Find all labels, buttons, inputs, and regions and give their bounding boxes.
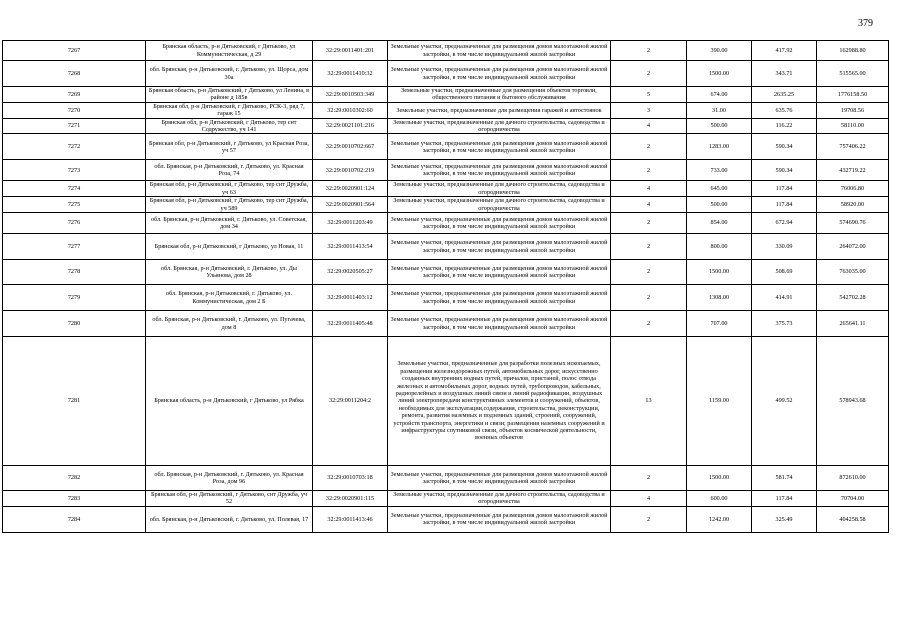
cell-permitted-use: Земельные участки, предназначенные для размещения домов малоэтажной жилой застройки, в том числе индивидуальной жилой застройки: [388, 41, 611, 61]
cell-row-number: 7272: [3, 134, 146, 160]
table-row: [3, 337, 889, 466]
cell-group: 2: [611, 160, 687, 181]
cell-permitted-use: Земельные участки, предназначенные для дачного строительства, садоводства и огородничества: [388, 197, 611, 213]
cell-specific-value: 581.74: [752, 466, 817, 491]
cell-cadastral-number: 32:29:0010302:60: [313, 102, 388, 118]
cell-cadastral-number: 32:29:0020901:124: [313, 181, 388, 197]
cell-area: 600.00: [687, 491, 752, 507]
cell-permitted-use: Земельные участки, предназначенные для размещения домов малоэтажной жилой застройки, в том числе индивидуальной жилой застройки: [388, 160, 611, 181]
table-row: [3, 134, 889, 160]
cell-specific-value: 117.84: [752, 197, 817, 213]
table-row: [3, 197, 889, 213]
cell-specific-value: 499.52: [752, 337, 817, 466]
cell-cadastral-value: 757406.22: [817, 134, 889, 160]
cell-group: 2: [611, 234, 687, 260]
cell-specific-value: 325.49: [752, 506, 817, 532]
cell-group: 4: [611, 181, 687, 197]
cell-address: Брянская область, р-н Дятьковский, г Дятьково, ул Коммунистическая, д 29: [146, 41, 313, 61]
cell-address: Брянская обл, р-н Дятьковский, г Дятьково, снт Дружба, уч 52: [146, 491, 313, 507]
cell-cadastral-value: 58920.00: [817, 197, 889, 213]
table-row: [3, 285, 889, 311]
cell-cadastral-number: 32:29:0020505:27: [313, 260, 388, 285]
cell-permitted-use: Земельные участки, предназначенные для дачного строительства, садоводства и огородничества: [388, 491, 611, 507]
cell-address: Брянская обл, р-н Дятьковский, г Дятьково, РСК-3, ряд 7, гараж 15: [146, 102, 313, 118]
cell-permitted-use: Земельные участки, предназначенные для размещения объектов торговли, общественного питания и бытового обслуживания: [388, 87, 611, 103]
cell-address: Брянская обл, р-н Дятьковский, г Дятьково, тер снт Содружество, уч 141: [146, 118, 313, 134]
table-body: [3, 41, 889, 533]
cell-cadastral-value: 542702.28: [817, 285, 889, 311]
cell-permitted-use: Земельные участки, предназначенные для размещения домов малоэтажной жилой застройки, в том числе индивидуальной жилой застройки: [388, 506, 611, 532]
cell-group: 4: [611, 118, 687, 134]
cell-cadastral-number: 32:29:0011401:201: [313, 41, 388, 61]
cell-area: 1500.00: [687, 61, 752, 87]
cell-cadastral-value: 76006.80: [817, 181, 889, 197]
cell-area: 800.00: [687, 234, 752, 260]
cell-cadastral-value: 264072.00: [817, 234, 889, 260]
cell-row-number: 7270: [3, 102, 146, 118]
cell-address: обл. Брянская, р-н Дятьковский, г. Дятьково, ул. Советская, дом 34: [146, 213, 313, 234]
cell-cadastral-number: 32:29:0010703:18: [313, 466, 388, 491]
cell-address: Брянская обл, р-н Дятьковский, г Дятьково, тер снт Дружба, уч 63: [146, 181, 313, 197]
cell-row-number: 7269: [3, 87, 146, 103]
cell-permitted-use: Земельные участки, предназначенные для разработки полезных ископаемых, размещения железнодорожных путей, автомобильных дорог, искусственно созданных внутренних водных путей, причалов, пристаней, полос отвода железных и автомобильных дорог, водных путей, трубопроводов, кабельных, радиорелейных и воздушных линий связи и линий радиофикации, воздушных линий электропередачи конструктивных элементов и сооружений, объектов, необходимых для эксплуатации,содержания, строительства, реконструкции, ремонта, развития наземных и подземных зданий, строений, сооружений, устройств транспорта, энергетики и связи; размещения наземных сооружений и инфраструктуры спутниковой связи, объектов космической деятельности, военных объектов: [388, 337, 611, 466]
cell-area: 500.00: [687, 118, 752, 134]
cell-row-number: 7274: [3, 181, 146, 197]
cell-group: 4: [611, 197, 687, 213]
table-row: [3, 181, 889, 197]
cell-cadastral-value: 432719.22: [817, 160, 889, 181]
cell-address: Брянская область, р-н Дятьковский, г Дятьково, ул Ленина, в районе д 185в: [146, 87, 313, 103]
cell-address: обл. Брянская, р-н Дятьковский, г. Дятьково, ул. Красная Роза, дом 96: [146, 466, 313, 491]
cell-cadastral-number: 32:29:0011204:2: [313, 337, 388, 466]
cell-row-number: 7278: [3, 260, 146, 285]
cell-group: 5: [611, 87, 687, 103]
table-row: [3, 213, 889, 234]
cell-area: 645.00: [687, 181, 752, 197]
table-row: [3, 41, 889, 61]
cell-row-number: 7273: [3, 160, 146, 181]
page-number: 379: [858, 18, 873, 29]
cell-cadastral-number: 32:29:0011413:54: [313, 234, 388, 260]
cell-area: 390.00: [687, 41, 752, 61]
cell-cadastral-value: 404258.58: [817, 506, 889, 532]
cell-address: Брянская область, р-н Дятьковский, г Дятьково, ул Рябка: [146, 337, 313, 466]
cell-cadastral-number: 32:29:0010702:667: [313, 134, 388, 160]
cell-group: 2: [611, 506, 687, 532]
cell-permitted-use: Земельные участки, предназначенные для размещения домов малоэтажной жилой застройки, в том числе индивидуальной жилой застройки: [388, 213, 611, 234]
cell-row-number: 7267: [3, 41, 146, 61]
table-row: [3, 311, 889, 337]
cell-cadastral-number: 32:29:0021101:216: [313, 118, 388, 134]
cell-cadastral-number: 32:29:0020901:115: [313, 491, 388, 507]
cell-area: 1242.00: [687, 506, 752, 532]
cell-specific-value: 116.22: [752, 118, 817, 134]
cell-area: 500.00: [687, 197, 752, 213]
table-row: [3, 87, 889, 103]
cell-row-number: 7276: [3, 213, 146, 234]
cell-area: 1159.00: [687, 337, 752, 466]
cell-address: Брянская обл, р-н Дятьковский, г Дятьково, ул Красная Роза, уч 57: [146, 134, 313, 160]
cell-cadastral-number: 32:29:0010503:349: [313, 87, 388, 103]
cell-group: 2: [611, 466, 687, 491]
cell-permitted-use: Земельные участки, предназначенные для размещения домов малоэтажной жилой застройки, в том числе индивидуальной жилой застройки: [388, 311, 611, 337]
table-row: [3, 506, 889, 532]
cell-address: Брянская обл, р-н Дятьковский, г Дятьково, тер снт Дружба, уч 589: [146, 197, 313, 213]
table-row: [3, 260, 889, 285]
cell-permitted-use: Земельные участки, предназначенные для размещения домов малоэтажной жилой застройки, в том числе индивидуальной жилой застройки: [388, 61, 611, 87]
cell-cadastral-number: 32:29:0011203:49: [313, 213, 388, 234]
cell-cadastral-number: 32:29:0020901:564: [313, 197, 388, 213]
cell-address: обл. Брянская, р-н Дятьковский, г. Дятьково, ул. Полевая, 17: [146, 506, 313, 532]
cadastral-value-table: [2, 40, 889, 533]
cell-area: 707.00: [687, 311, 752, 337]
cell-row-number: 7284: [3, 506, 146, 532]
cell-group: 2: [611, 61, 687, 87]
cell-cadastral-number: 32:29:0011410:32: [313, 61, 388, 87]
cell-group: 2: [611, 134, 687, 160]
cell-cadastral-value: 265641.11: [817, 311, 889, 337]
table-row: [3, 61, 889, 87]
cell-area: 31.00: [687, 102, 752, 118]
cell-row-number: 7281: [3, 337, 146, 466]
cell-specific-value: 590.34: [752, 160, 817, 181]
cell-row-number: 7268: [3, 61, 146, 87]
cell-area: 733.00: [687, 160, 752, 181]
cell-specific-value: 117.84: [752, 491, 817, 507]
cell-area: 674.00: [687, 87, 752, 103]
cell-cadastral-value: 574690.76: [817, 213, 889, 234]
cell-group: 3: [611, 102, 687, 118]
cell-row-number: 7280: [3, 311, 146, 337]
cell-specific-value: 414.91: [752, 285, 817, 311]
cell-permitted-use: Земельные участки, предназначенные для размещения домов малоэтажной жилой застройки, в том числе индивидуальной жилой застройки: [388, 260, 611, 285]
cell-row-number: 7275: [3, 197, 146, 213]
cell-row-number: 7283: [3, 491, 146, 507]
cell-specific-value: 375.73: [752, 311, 817, 337]
cell-area: 1283.00: [687, 134, 752, 160]
cell-cadastral-value: 763035.00: [817, 260, 889, 285]
cell-group: 2: [611, 213, 687, 234]
cell-specific-value: 635.76: [752, 102, 817, 118]
cell-cadastral-number: 32:29:0011413:46: [313, 506, 388, 532]
cell-address: обл. Брянская, р-н Дятьковский, г. Дятьково, ул. Красная Роза, 74: [146, 160, 313, 181]
table-row: [3, 466, 889, 491]
cell-specific-value: 417.92: [752, 41, 817, 61]
cell-area: 1500.00: [687, 466, 752, 491]
cell-permitted-use: Земельные участки, предназначенные для размещения домов малоэтажной жилой застройки, в том числе индивидуальной жилой застройки: [388, 234, 611, 260]
cell-group: 2: [611, 285, 687, 311]
table-row: [3, 491, 889, 507]
cell-cadastral-value: 872610.00: [817, 466, 889, 491]
cell-address: обл. Брянская, р-н Дятьковский, г. Дятьково, ул. Пугачева, дом 8: [146, 311, 313, 337]
cell-address: обл. Брянская, р-н Дятьковский, г. Дятьково, ул. Щорса, дом 30а: [146, 61, 313, 87]
cell-row-number: 7277: [3, 234, 146, 260]
cell-row-number: 7282: [3, 466, 146, 491]
cell-group: 4: [611, 491, 687, 507]
cell-cadastral-value: 1776158.50: [817, 87, 889, 103]
cell-area: 854.00: [687, 213, 752, 234]
table-row: [3, 118, 889, 134]
cell-specific-value: 2635.25: [752, 87, 817, 103]
table-row: [3, 160, 889, 181]
cell-address: обл. Брянская, р-н Дятьковский, г. Дятьково, ул. Ды Ульянова, дом 28: [146, 260, 313, 285]
cell-area: 1500.00: [687, 260, 752, 285]
cell-cadastral-value: 19708.56: [817, 102, 889, 118]
cell-permitted-use: Земельные участки, предназначенные для размещения домов малоэтажной жилой застройки, в том числе индивидуальной жилой застройки: [388, 466, 611, 491]
cell-cadastral-value: 162988.80: [817, 41, 889, 61]
cell-cadastral-value: 70704.00: [817, 491, 889, 507]
cell-address: Брянская обл, р-н Дятьковский, г Дятьково, ул Новая, 11: [146, 234, 313, 260]
cell-group: 13: [611, 337, 687, 466]
cell-specific-value: 672.94: [752, 213, 817, 234]
cell-specific-value: 343.71: [752, 61, 817, 87]
cell-permitted-use: Земельные участки, предназначенные для дачного строительства, садоводства и огородничества: [388, 181, 611, 197]
cell-specific-value: 590.34: [752, 134, 817, 160]
cell-group: 2: [611, 41, 687, 61]
cell-address: обл. Брянская, р-н Дятьковский, г. Дятьково, ул. Коммунистическая, дом 2 Б: [146, 285, 313, 311]
table-row: [3, 234, 889, 260]
cell-row-number: 7271: [3, 118, 146, 134]
cell-specific-value: 508.69: [752, 260, 817, 285]
cell-cadastral-value: 578943.68: [817, 337, 889, 466]
cell-permitted-use: Земельные участки, предназначенные для размещения домов малоэтажной жилой застройки, в том числе индивидуальной жилой застройки: [388, 285, 611, 311]
cell-group: 2: [611, 260, 687, 285]
cell-specific-value: 330.09: [752, 234, 817, 260]
cell-cadastral-number: 32:29:0011405:48: [313, 311, 388, 337]
cell-permitted-use: Земельные участки, предназначенные для дачного строительства, садоводства и огородничества: [388, 118, 611, 134]
cell-cadastral-value: 515565.00: [817, 61, 889, 87]
cell-cadastral-value: 58110.00: [817, 118, 889, 134]
cell-area: 1308.00: [687, 285, 752, 311]
cell-cadastral-number: 32:29:0011403:12: [313, 285, 388, 311]
table-row: [3, 102, 889, 118]
cell-cadastral-number: 32:29:0010702:219: [313, 160, 388, 181]
cell-specific-value: 117.84: [752, 181, 817, 197]
cell-row-number: 7279: [3, 285, 146, 311]
cell-permitted-use: Земельные участки, предназначенные для размещения гаражей и автостоянок: [388, 102, 611, 118]
cell-group: 2: [611, 311, 687, 337]
cell-permitted-use: Земельные участки, предназначенные для размещения домов малоэтажной жилой застройки, в том числе индивидуальной жилой застройки: [388, 134, 611, 160]
